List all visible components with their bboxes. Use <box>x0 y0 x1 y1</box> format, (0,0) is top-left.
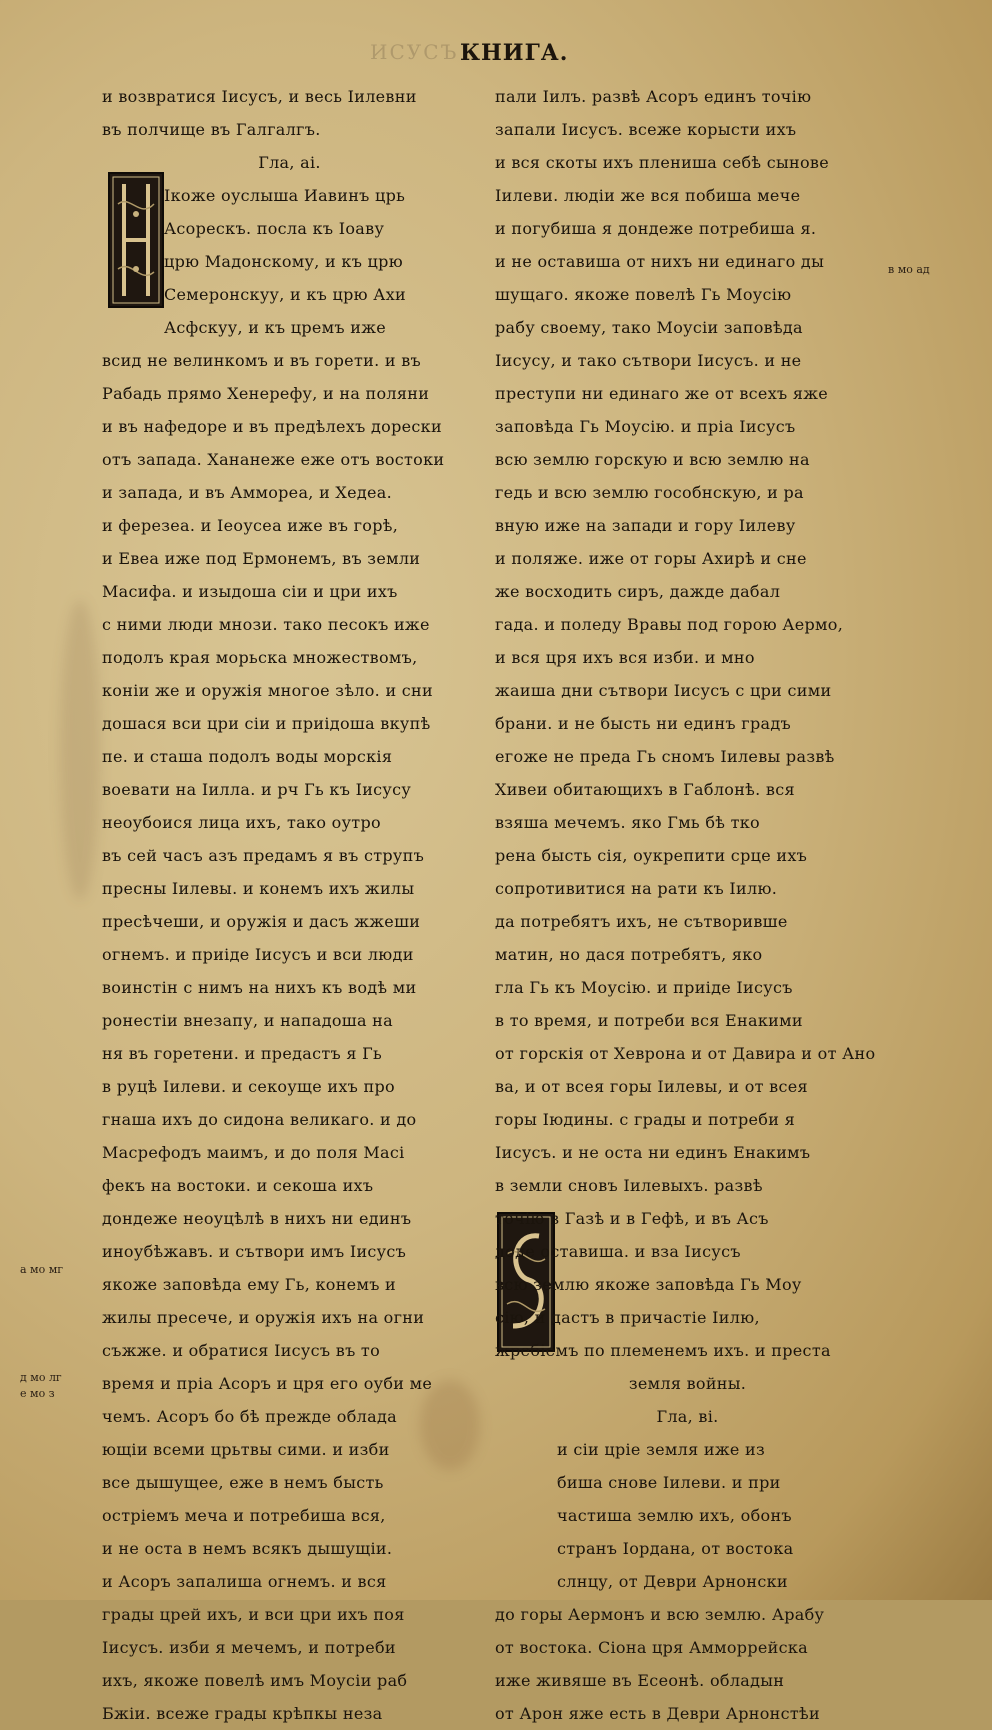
margin-note-left: е мо з <box>20 1387 55 1400</box>
text-line: Хивеи обитающихъ в Габлонѣ. вся <box>495 780 795 799</box>
text-line: все дышущее, еже в немъ бысть <box>102 1473 384 1492</box>
text-line: частиша землю ихъ, обонъ <box>557 1506 792 1525</box>
text-line: да потребятъ ихъ, не сътворивше <box>495 912 788 931</box>
text-line: гедь и всю землю гособнскую, и ра <box>495 483 804 502</box>
text-line: ихъ, якоже повелѣ имъ Моусіи раб <box>102 1671 408 1690</box>
text-line: Іисусъ. и не оста ни единъ Енакимъ <box>495 1143 811 1162</box>
text-line: доде оставиша. и вза Іисусъ <box>495 1242 741 1261</box>
text-line: слнцу, от Деври Арнонски <box>557 1572 788 1591</box>
text-line: и Асоръ запалиша огнемъ. и вся <box>102 1572 387 1591</box>
text-line: остріемъ меча и потребиша вся, <box>102 1506 386 1525</box>
text-line: всид не велинкомъ и въ горети. и въ <box>102 351 421 370</box>
text-line: и возвратися Іисусъ, и весь Іилевни <box>102 87 417 106</box>
margin-note-left: д мо лг <box>20 1371 62 1384</box>
text-line: с ними люди мнози. тако песокъ иже <box>102 615 430 634</box>
text-line: ва, и от всея горы Іилевы, и от всея <box>495 1077 808 1096</box>
text-line: Бжіи. всеже грады крѣпкы неза <box>102 1704 383 1723</box>
text-line: пресны Іилевы. и конемъ ихъ жилы <box>102 879 415 898</box>
text-line: коніи же и оружія многое зѣло. и сни <box>102 681 433 700</box>
text-line: ющіи всеми црьтвы сими. и изби <box>102 1440 390 1459</box>
text-line: жилы пресече, и оружія ихъ на огни <box>102 1308 425 1327</box>
text-line: Рабадь прямо Хенерефу, и на поляни <box>102 384 430 403</box>
text-line: гла Гь къ Моусію. и приіде Іисусъ <box>495 978 793 997</box>
text-line: всю землю якоже заповѣда Гь Моу <box>495 1275 802 1294</box>
text-line: подолъ края морьска множествомъ, <box>102 648 418 667</box>
text-line: якоже заповѣда ему Гь, конемъ и <box>102 1275 397 1294</box>
text-line: неоубоися лица ихъ, тако оутро <box>102 813 381 832</box>
show-through-text: ИСУСЪ <box>370 40 459 64</box>
text-line: пе. и сташа подолъ воды морскія <box>102 747 393 766</box>
text-line: сію, и дастъ в причастіе Іилю, <box>495 1308 760 1327</box>
running-head: КНИГА. <box>460 40 569 66</box>
text-line: Іилеви. людіи же вся побиша мече <box>495 186 801 205</box>
text-line: точію в Газѣ и в Гефѣ, и въ Асъ <box>495 1209 769 1228</box>
text-line: от Арон яже есть в Деври Арнонстѣи <box>495 1704 820 1723</box>
text-line: Масифа. и изыдоша сіи и цри ихъ <box>102 582 398 601</box>
text-line: Семеронскуу, и къ црю Ахи <box>164 285 406 304</box>
text-line: и погубиша я дондеже потребиша я. <box>495 219 817 238</box>
text-line: вную иже на запади и гору Іилеву <box>495 516 796 535</box>
text-line: воевати на Іилла. и рч Гь къ Іисусу <box>102 780 412 799</box>
text-line: в земли сновъ Іилевыхъ. развѣ <box>495 1176 763 1195</box>
text-line: воинстін с нимъ на нихъ къ водѣ ми <box>102 978 417 997</box>
text-line: ня въ горетени. и предастъ я Гь <box>102 1044 383 1063</box>
text-line: Асорескъ. посла къ Іоаву <box>164 219 385 238</box>
text-line: дошася вси цри сіи и приідоша вкупѣ <box>102 714 431 733</box>
text-line: дондеже неоуцѣлѣ в нихъ ни единъ <box>102 1209 412 1228</box>
text-line: пресѣчеши, и оружія и дасъ жжеши <box>102 912 421 931</box>
text-line: всю землю горскую и всю землю на <box>495 450 810 469</box>
text-line: огнемъ. и приіде Іисусъ и вси люди <box>102 945 414 964</box>
chapter-heading: Гла, аі. <box>258 153 321 172</box>
text-line: земля войны. <box>628 1374 747 1393</box>
chapter-heading: Гла, ві. <box>656 1407 719 1426</box>
text-line: гада. и поледу Вравы под горою Аермо, <box>495 615 844 634</box>
text-line: в руцѣ Іилеви. и секоуще ихъ про <box>102 1077 395 1096</box>
text-line: фекъ на востоки. и секоша ихъ <box>102 1176 374 1195</box>
text-line: пали Іилъ. развѣ Асоръ единъ точію <box>495 87 812 106</box>
text-line: црю Мадонскому, и къ црю <box>164 252 403 271</box>
text-line: гнаша ихъ до сидона великаго. и до <box>102 1110 417 1129</box>
text-line: жаиша дни сътвори Іисусъ с цри сими <box>495 681 832 700</box>
text-line: от востока. Сіона цря Амморрейска <box>495 1638 809 1657</box>
text-line: чемъ. Асоръ бо бѣ прежде облада <box>102 1407 397 1426</box>
text-line: съжже. и обратися Іисусъ въ то <box>102 1341 381 1360</box>
text-line: биша снове Іилеви. и при <box>557 1473 781 1492</box>
text-line: и въ нафедоре и въ предѣлехъ дорески <box>102 417 442 436</box>
text-line: матин, но дася потребятъ, яко <box>495 945 763 964</box>
text-line: странъ Іордана, от востока <box>557 1539 794 1558</box>
text-line: Іисусу, и тако сътвори Іисусъ. и не <box>495 351 802 370</box>
text-line: и ферезеа. и Іеоусеа иже въ горѣ, <box>102 516 399 535</box>
margin-note-left: а мо мг <box>20 1263 64 1276</box>
text-line: иноубѣжавъ. и сътвори имъ Іисусъ <box>102 1242 407 1261</box>
text-line: рабу своему, тако Моусіи заповѣда <box>495 318 803 337</box>
right-column <box>495 80 880 1730</box>
text-line: и вся скоты ихъ плениша себѣ сынове <box>495 153 830 172</box>
text-line: брани. и не бысть ни единъ градъ <box>495 714 791 733</box>
text-line: отъ запада. Хананеже еже отъ востоки <box>102 450 445 469</box>
text-line: Іисусъ. изби я мечемъ, и потреби <box>102 1638 396 1657</box>
text-line: же восходить сиръ, дажде дабал <box>495 582 781 601</box>
text-line: и поляже. иже от горы Ахирѣ и сне <box>495 549 807 568</box>
text-line: Ікоже оуслыша Иавинъ црь <box>164 186 406 205</box>
text-line: заповѣда Гь Моусію. и пріа Іисусъ <box>495 417 796 436</box>
text-line: жребіемъ по племенемъ ихъ. и преста <box>495 1341 831 1360</box>
margin-note-right: в мо ад <box>888 263 930 276</box>
text-line: грады црей ихъ, и вси цри ихъ поя <box>102 1605 405 1624</box>
text-line: рена бысть сія, оукрепити срце ихъ <box>495 846 808 865</box>
text-line: в то время, и потреби вся Енакими <box>495 1011 803 1030</box>
text-line: и не оста в немъ всякъ дышущіи. <box>102 1539 393 1558</box>
text-line: запали Іисусъ. всеже корысти ихъ <box>495 120 797 139</box>
text-line: преступи ни единаго же от всехъ яже <box>495 384 829 403</box>
text-line: взяша мечемъ. яко Гмь бѣ тко <box>495 813 760 832</box>
text-line: Асфскуу, и къ цремъ иже <box>164 318 387 337</box>
text-line: сопротивитися на рати къ Іилю. <box>495 879 778 898</box>
text-line: Масрефодъ маимъ, и до поля Масі <box>102 1143 405 1162</box>
left-column <box>102 80 477 1730</box>
text-line: въ полчище въ Галгалгъ. <box>102 120 321 139</box>
text-line: от горскія от Хеврона и от Давира и от Ано <box>495 1044 876 1063</box>
text-line: время и пріа Асоръ и цря его оуби ме <box>102 1374 433 1393</box>
text-line: и Евеа иже под Ермонемъ, въ земли <box>102 549 421 568</box>
text-line: ронестіи внезапу, и нападоша на <box>102 1011 393 1030</box>
text-line: до горы Аермонъ и всю землю. Арабу <box>495 1605 825 1624</box>
text-line: и запада, и въ Аммореа, и Хедеа. <box>102 483 393 502</box>
text-line: иже живяше въ Есеонѣ. обладын <box>495 1671 785 1690</box>
text-line: и не оставиша от нихъ ни единаго ды <box>495 252 825 271</box>
text-line: и сіи цріе земля иже из <box>557 1440 765 1459</box>
text-line: и вся цря ихъ вся изби. и мно <box>495 648 755 667</box>
text-line: въ сей часъ азъ предамъ я въ струпъ <box>102 846 425 865</box>
text-line: горы Іюдины. с грады и потреби я <box>495 1110 795 1129</box>
text-line: шущаго. якоже повелѣ Гь Моусію <box>495 285 792 304</box>
text-line: егоже не преда Гь сномъ Іилевы развѣ <box>495 747 835 766</box>
